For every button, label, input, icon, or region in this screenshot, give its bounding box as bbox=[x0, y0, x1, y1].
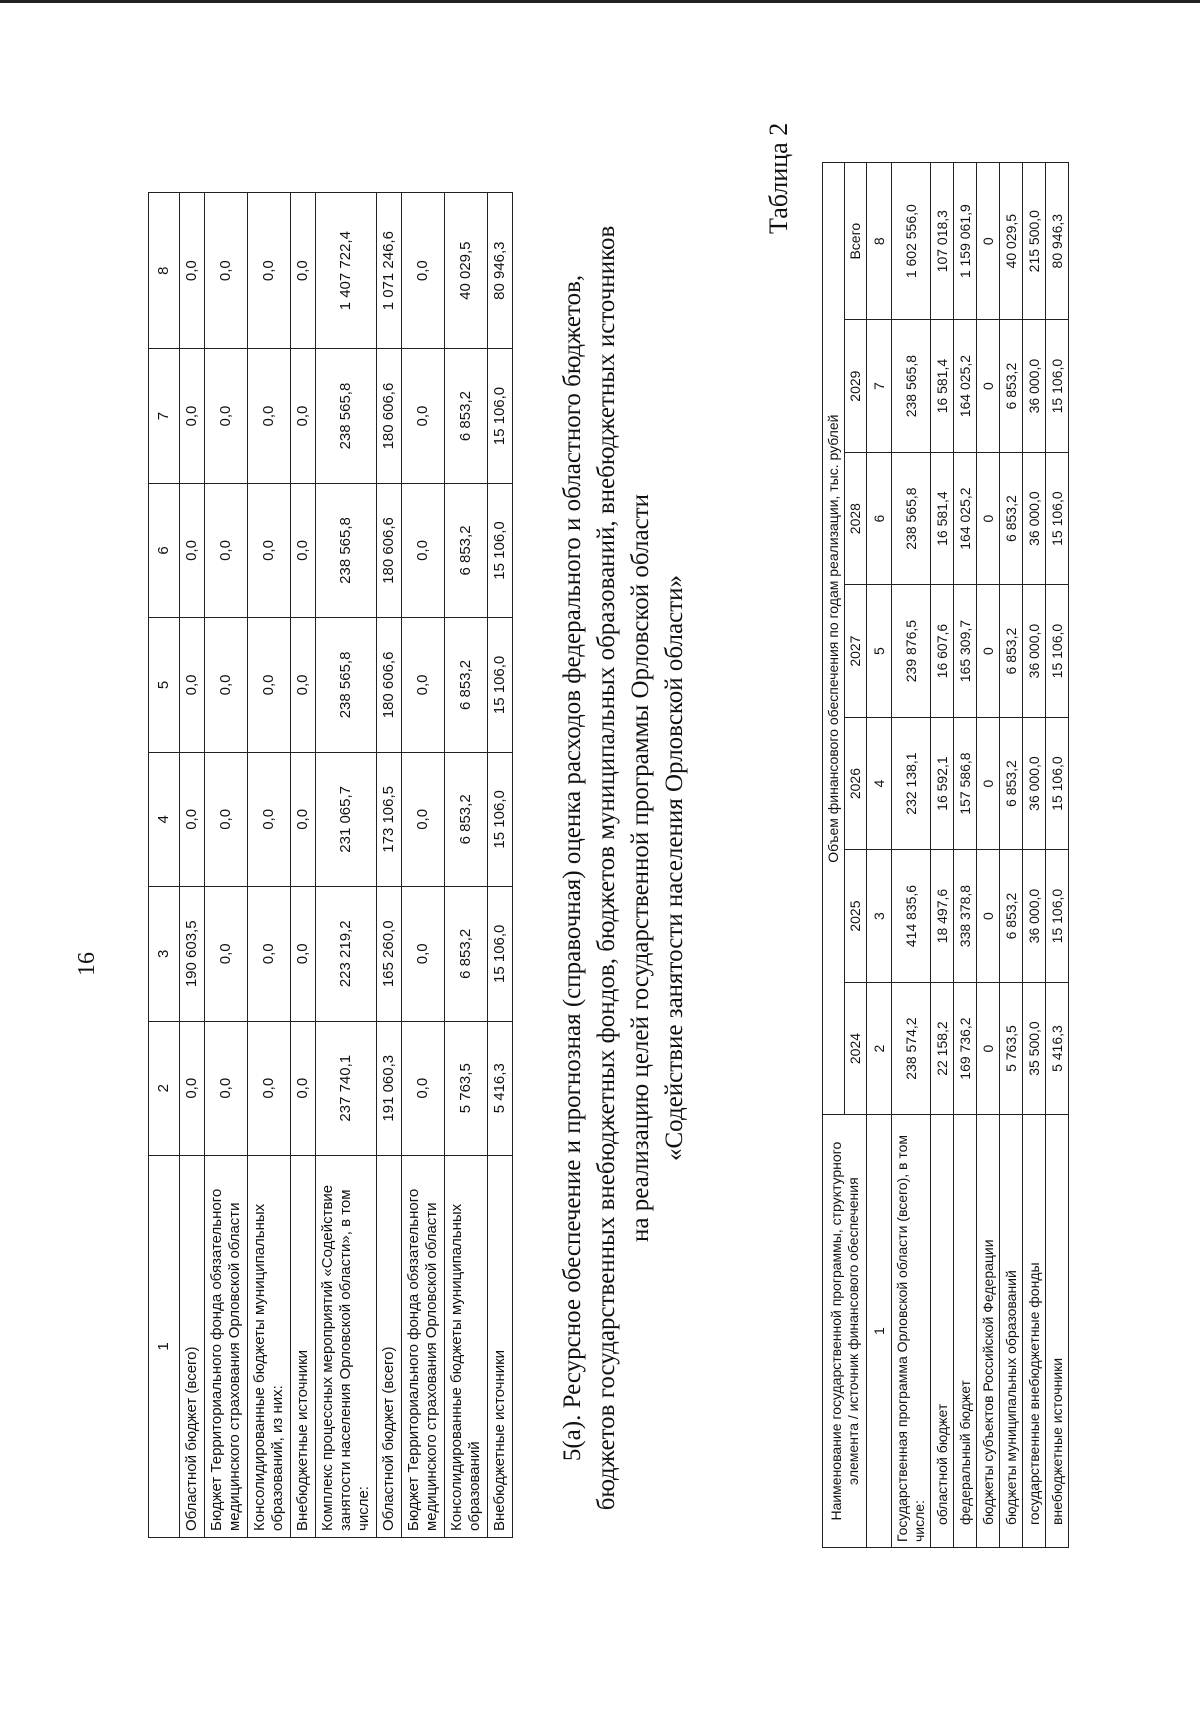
row-label: Внебюджетные источники bbox=[488, 1155, 513, 1537]
value-cell: 36 000,0 bbox=[1023, 320, 1046, 452]
table1-header-cell: 4 bbox=[149, 752, 180, 886]
row-label: Комплекс процессных мероприятий «Содействие занятости населения Орловской области», в том числе: bbox=[316, 1155, 377, 1537]
value-cell: 0,0 bbox=[205, 1021, 248, 1155]
value-cell: 0,0 bbox=[248, 752, 291, 886]
value-cell: 169 736,2 bbox=[954, 982, 977, 1114]
value-cell: 15 106,0 bbox=[1046, 717, 1069, 849]
table1-header-cell: 5 bbox=[149, 618, 180, 752]
value-cell: 5 763,5 bbox=[445, 1021, 488, 1155]
value-cell: 15 106,0 bbox=[488, 752, 513, 886]
value-cell: 5 416,3 bbox=[488, 1021, 513, 1155]
value-cell: 5 416,3 bbox=[1046, 982, 1069, 1114]
value-cell: 238 574,2 bbox=[892, 982, 931, 1114]
table-row bbox=[1023, 163, 1046, 1548]
value-cell: 414 835,6 bbox=[892, 850, 931, 982]
value-cell: 15 106,0 bbox=[1046, 452, 1069, 584]
row-label: областной бюджет bbox=[931, 1115, 954, 1548]
value-cell: 0,0 bbox=[205, 752, 248, 886]
value-cell: 0,0 bbox=[291, 752, 316, 886]
value-cell: 0,0 bbox=[248, 618, 291, 752]
heading-line: «Содействие занятости населения Орловской области» bbox=[661, 575, 688, 1161]
table2-colnum-cell: 7 bbox=[867, 320, 892, 452]
value-cell: 165 309,7 bbox=[954, 585, 977, 717]
value-cell: 40 029,5 bbox=[445, 193, 488, 349]
table2-colnum-cell: 4 bbox=[867, 717, 892, 849]
value-cell: 0,0 bbox=[180, 618, 205, 752]
value-cell: 40 029,5 bbox=[1000, 163, 1023, 320]
value-cell: 0,0 bbox=[180, 1021, 205, 1155]
value-cell: 1 407 722,4 bbox=[316, 193, 377, 349]
value-cell: 0,0 bbox=[402, 349, 445, 483]
table-row bbox=[892, 163, 931, 1548]
value-cell: 223 219,2 bbox=[316, 887, 377, 1021]
value-cell: 0 bbox=[977, 585, 1000, 717]
value-cell: 0 bbox=[977, 717, 1000, 849]
value-cell: 0,0 bbox=[291, 349, 316, 483]
value-cell: 238 565,8 bbox=[316, 618, 377, 752]
table2-year-cell: 2028 bbox=[845, 452, 867, 584]
table2-year-cell: 2025 bbox=[845, 850, 867, 982]
table-row bbox=[205, 193, 248, 1538]
row-label: бюджеты муниципальных образований bbox=[1000, 1115, 1023, 1548]
section-heading bbox=[556, 118, 692, 1618]
table-row bbox=[1000, 163, 1023, 1548]
value-cell: 36 000,0 bbox=[1023, 452, 1046, 584]
row-label: Консолидированные бюджеты муниципальных образований, из них: bbox=[248, 1155, 291, 1537]
value-cell: 6 853,2 bbox=[445, 349, 488, 483]
value-cell: 232 138,1 bbox=[892, 717, 931, 849]
table1-header-cell: 6 bbox=[149, 483, 180, 617]
row-label: бюджеты субъектов Российской Федерации bbox=[977, 1115, 1000, 1548]
value-cell: 107 018,3 bbox=[931, 163, 954, 320]
value-cell: 238 565,8 bbox=[892, 320, 931, 452]
value-cell: 1 159 061,9 bbox=[954, 163, 977, 320]
value-cell: 238 565,8 bbox=[316, 483, 377, 617]
value-cell: 15 106,0 bbox=[1046, 585, 1069, 717]
value-cell: 36 000,0 bbox=[1023, 850, 1046, 982]
row-label: федеральный бюджет bbox=[954, 1115, 977, 1548]
table-row bbox=[180, 193, 205, 1538]
value-cell: 0 bbox=[977, 320, 1000, 452]
table1-header-cell: 8 bbox=[149, 193, 180, 349]
value-cell: 6 853,2 bbox=[445, 752, 488, 886]
value-cell: 231 065,7 bbox=[316, 752, 377, 886]
table1-header-row bbox=[149, 193, 180, 1538]
page-number: 16 bbox=[74, 952, 100, 976]
value-cell: 0,0 bbox=[205, 349, 248, 483]
value-cell: 180 606,6 bbox=[377, 483, 402, 617]
row-label: государственные внебюджетные фонды bbox=[1023, 1115, 1046, 1548]
value-cell: 0,0 bbox=[291, 887, 316, 1021]
row-label: Государственная программа Орловской области (всего), в том числе: bbox=[892, 1115, 931, 1548]
value-cell: 36 000,0 bbox=[1023, 585, 1046, 717]
value-cell: 0,0 bbox=[205, 887, 248, 1021]
value-cell: 0,0 bbox=[402, 618, 445, 752]
heading-line: бюджетов государственных внебюджетных фондов, бюджетов муниципальных образований, внебюджетных источников bbox=[593, 225, 620, 1511]
table2-year-cell: Всего bbox=[845, 163, 867, 320]
value-cell: 6 853,2 bbox=[445, 618, 488, 752]
value-cell: 6 853,2 bbox=[445, 483, 488, 617]
value-cell: 15 106,0 bbox=[488, 483, 513, 617]
table2-year-cell: 2026 bbox=[845, 717, 867, 849]
table-row bbox=[291, 193, 316, 1538]
value-cell: 0,0 bbox=[291, 1021, 316, 1155]
value-cell: 338 378,8 bbox=[954, 850, 977, 982]
table-row bbox=[1046, 163, 1069, 1548]
value-cell: 6 853,2 bbox=[1000, 585, 1023, 717]
table-label: Таблица 2 bbox=[764, 122, 793, 234]
heading-line: на реализацию целей государственной программы Орловской области bbox=[627, 494, 654, 1242]
value-cell: 6 853,2 bbox=[445, 887, 488, 1021]
value-cell: 1 602 556,0 bbox=[892, 163, 931, 320]
row-label: Бюджет Территориального фонда обязательного медицинского страхования Орловской области bbox=[402, 1155, 445, 1537]
value-cell: 165 260,0 bbox=[377, 887, 402, 1021]
table2-colnum-cell: 5 bbox=[867, 585, 892, 717]
value-cell: 0,0 bbox=[402, 483, 445, 617]
value-cell: 0,0 bbox=[291, 193, 316, 349]
value-cell: 0,0 bbox=[205, 193, 248, 349]
table1-header-cell: 3 bbox=[149, 887, 180, 1021]
table2-colnum-cell: 6 bbox=[867, 452, 892, 584]
value-cell: 16 581,4 bbox=[931, 452, 954, 584]
table1-header-cell: 7 bbox=[149, 349, 180, 483]
value-cell: 0,0 bbox=[402, 752, 445, 886]
value-cell: 22 158,2 bbox=[931, 982, 954, 1114]
value-cell: 18 497,6 bbox=[931, 850, 954, 982]
value-cell: 15 106,0 bbox=[488, 618, 513, 752]
table1-body bbox=[149, 193, 513, 1538]
row-label: Областной бюджет (всего) bbox=[377, 1155, 402, 1537]
financing-table bbox=[822, 162, 1069, 1548]
value-cell: 15 106,0 bbox=[1046, 320, 1069, 452]
row-label: Внебюджетные источники bbox=[291, 1155, 316, 1537]
table2-year-cell: 2024 bbox=[845, 982, 867, 1114]
value-cell: 0,0 bbox=[291, 483, 316, 617]
table2-group-header-row bbox=[823, 163, 845, 1548]
value-cell: 237 740,1 bbox=[316, 1021, 377, 1155]
value-cell: 173 106,5 bbox=[377, 752, 402, 886]
value-cell: 16 592,1 bbox=[931, 717, 954, 849]
table2-colnum-cell: 3 bbox=[867, 850, 892, 982]
value-cell: 164 025,2 bbox=[954, 320, 977, 452]
value-cell: 164 025,2 bbox=[954, 452, 977, 584]
table-row bbox=[445, 193, 488, 1538]
row-label: Бюджет Территориального фонда обязательного медицинского страхования Орловской области bbox=[205, 1155, 248, 1537]
value-cell: 0,0 bbox=[248, 349, 291, 483]
row-label: Консолидированные бюджеты муниципальных образований bbox=[445, 1155, 488, 1537]
value-cell: 191 060,3 bbox=[377, 1021, 402, 1155]
row-label: Областной бюджет (всего) bbox=[180, 1155, 205, 1537]
table2-column-numbers-row bbox=[867, 163, 892, 1548]
value-cell: 6 853,2 bbox=[1000, 452, 1023, 584]
value-cell: 6 853,2 bbox=[1000, 320, 1023, 452]
value-cell: 16 607,6 bbox=[931, 585, 954, 717]
table-row bbox=[488, 193, 513, 1538]
value-cell: 6 853,2 bbox=[1000, 717, 1023, 849]
heading-line: 5(а). Ресурсное обеспечение и прогнозная (справочная) оценка расходов федерального и областного бюджетов, bbox=[559, 274, 586, 1462]
table-row bbox=[954, 163, 977, 1548]
table-row bbox=[316, 193, 377, 1538]
table2-year-cell: 2027 bbox=[845, 585, 867, 717]
value-cell: 36 000,0 bbox=[1023, 717, 1046, 849]
value-cell: 0 bbox=[977, 452, 1000, 584]
value-cell: 35 500,0 bbox=[1023, 982, 1046, 1114]
value-cell: 190 603,5 bbox=[180, 887, 205, 1021]
value-cell: 6 853,2 bbox=[1000, 850, 1023, 982]
value-cell: 0,0 bbox=[248, 887, 291, 1021]
value-cell: 215 500,0 bbox=[1023, 163, 1046, 320]
table-row bbox=[248, 193, 291, 1538]
value-cell: 0,0 bbox=[180, 483, 205, 617]
value-cell: 0,0 bbox=[205, 618, 248, 752]
table2-name-header: Наименование государственной программы, структурного элемента / источник финансового обеспечения bbox=[823, 1115, 867, 1548]
value-cell: 0,0 bbox=[248, 483, 291, 617]
table2-colnum-cell: 2 bbox=[867, 982, 892, 1114]
value-cell: 180 606,6 bbox=[377, 618, 402, 752]
value-cell: 0 bbox=[977, 163, 1000, 320]
table-row bbox=[931, 163, 954, 1548]
table2-body bbox=[823, 163, 1069, 1548]
value-cell: 0,0 bbox=[402, 193, 445, 349]
value-cell: 15 106,0 bbox=[488, 887, 513, 1021]
value-cell: 157 586,8 bbox=[954, 717, 977, 849]
value-cell: 0,0 bbox=[402, 887, 445, 1021]
table2-group-header: Объем финансового обеспечения по годам реализации, тыс. рублей bbox=[823, 163, 845, 1115]
value-cell: 16 581,4 bbox=[931, 320, 954, 452]
value-cell: 80 946,3 bbox=[1046, 163, 1069, 320]
value-cell: 5 763,5 bbox=[1000, 982, 1023, 1114]
table-row bbox=[977, 163, 1000, 1548]
value-cell: 239 876,5 bbox=[892, 585, 931, 717]
value-cell: 0,0 bbox=[180, 349, 205, 483]
value-cell: 0,0 bbox=[180, 752, 205, 886]
table1-header-cell: 1 bbox=[149, 1155, 180, 1537]
resource-table-continuation bbox=[148, 192, 513, 1538]
value-cell: 1 071 246,6 bbox=[377, 193, 402, 349]
value-cell: 238 565,8 bbox=[316, 349, 377, 483]
value-cell: 0,0 bbox=[248, 193, 291, 349]
table-row bbox=[402, 193, 445, 1538]
table2-colnum-cell: 8 bbox=[867, 163, 892, 320]
value-cell: 238 565,8 bbox=[892, 452, 931, 584]
value-cell: 80 946,3 bbox=[488, 193, 513, 349]
table2-year-cell: 2029 bbox=[845, 320, 867, 452]
value-cell: 0,0 bbox=[205, 483, 248, 617]
table-row bbox=[377, 193, 402, 1538]
value-cell: 0,0 bbox=[402, 1021, 445, 1155]
value-cell: 0,0 bbox=[248, 1021, 291, 1155]
value-cell: 180 606,6 bbox=[377, 349, 402, 483]
value-cell: 0 bbox=[977, 850, 1000, 982]
table2-colnum-cell: 1 bbox=[867, 1115, 892, 1548]
value-cell: 15 106,0 bbox=[488, 349, 513, 483]
value-cell: 0 bbox=[977, 982, 1000, 1114]
value-cell: 0,0 bbox=[180, 193, 205, 349]
table1-header-cell: 2 bbox=[149, 1021, 180, 1155]
value-cell: 0,0 bbox=[291, 618, 316, 752]
row-label: внебюджетные источники bbox=[1046, 1115, 1069, 1548]
value-cell: 15 106,0 bbox=[1046, 850, 1069, 982]
